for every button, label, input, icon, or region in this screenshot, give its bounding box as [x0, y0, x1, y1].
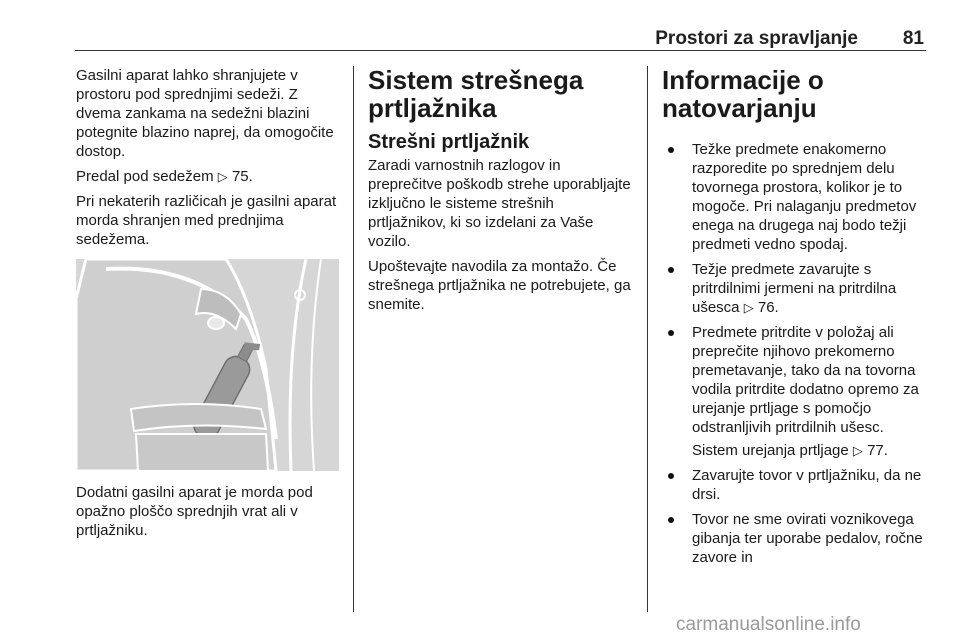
list-item-subtext-body: Sistem urejanja prtljage [692, 442, 853, 459]
list-item [662, 260, 930, 317]
list-item-subtext [692, 441, 930, 460]
page-reference-link[interactable]: 76. [757, 299, 779, 316]
column-3 [662, 66, 930, 573]
page-reference-arrow-icon: ▷ [217, 169, 228, 184]
list-item-text: Predmete pritrdite v položaj ali preprečite njihovo prekomerno premetavanje, tako da na tovorna vodila pritrdite dodatno opremo za urejanje prtljage s pomočjo odstranljivih pritrdilnih ušesc. [692, 324, 919, 436]
subheading-roof-rack: Strešni prtljažnik [368, 131, 530, 153]
column-divider-right [647, 66, 648, 612]
column-2 [368, 66, 636, 320]
column-1 [76, 66, 341, 546]
page-header-title: Prostori za spravljanje [655, 28, 858, 49]
bullet-icon [668, 147, 674, 153]
paragraph-storage-under-seat: Gasilni aparat lahko shranjujete v prostoru pod sprednjimi sedeži. Z dvema zankama na sedežni blazini potegnite blazino naprej, da omogočite dostop. [76, 67, 334, 160]
column-divider-left [353, 66, 354, 612]
bullet-icon [668, 473, 674, 479]
list-item-text: Težke predmete enakomerno razporedite po sprednjem delu tovornega prostora, kolikor je to mogoče. Pri nalaganju predmetov enega na drugega naj bodo težji predmeti vedno spodaj. [692, 141, 917, 253]
list-item [662, 140, 930, 254]
paragraph-under-seat-drawer [76, 167, 341, 186]
list-item-text: Tovor ne sme ovirati voznikovega gibanja ter uporabe pedalov, ročne zavore in [692, 511, 923, 566]
paragraph-between-seats: Pri nekaterih različicah je gasilni aparat morda shranjen med prednjima sedežema. [76, 193, 337, 248]
under-seat-drawer-text: Predal pod sedežem [76, 168, 218, 185]
page-reference-link[interactable]: 77. [867, 442, 888, 459]
watermark-text: carmanualsonline.info [676, 614, 861, 635]
list-item [662, 323, 930, 460]
figure-caption: Dodatni gasilni aparat je morda pod opažno ploščo sprednjih vrat ali v prtljažniku. [76, 484, 313, 539]
bullet-icon [668, 267, 674, 273]
loading-bullet-list [662, 140, 930, 567]
page-reference-arrow-icon: ▷ [852, 443, 863, 458]
fire-extinguisher-door-image [76, 259, 339, 471]
list-item-text: Zavarujte tovor v prtljažniku, da ne drsi. [692, 467, 922, 503]
list-item-text [692, 260, 930, 317]
page-number: 81 [902, 28, 924, 49]
list-item [662, 510, 930, 567]
section-heading-roof-rack-system: Sistem strešnega prtljažnika [368, 65, 584, 123]
bullet-icon [668, 330, 674, 336]
section-heading-loading-information: Informacije o natovarjanju [662, 65, 824, 123]
fire-extinguisher-illustration [76, 259, 339, 471]
header-rule [75, 50, 926, 51]
paragraph-roof-rack-installation: Upoštevajte navodila za montažo. Če strešnega prtljažnika ne potrebujete, ga snemite. [368, 258, 631, 313]
page-reference-link[interactable]: 75. [231, 168, 253, 185]
bullet-icon [668, 517, 674, 523]
paragraph-roof-rack-safety: Zaradi varnostnih razlogov in preprečitve poškodb strehe uporabljajte izključno le sisteme strešnih prtljažnikov, ki so izdelani za Vaše vozilo. [368, 157, 631, 250]
list-item-body: Težje predmete zavarujte s pritrdilnimi jermeni na pritrdilna ušesca [692, 261, 897, 316]
page-reference-arrow-icon: ▷ [743, 300, 754, 315]
list-item [662, 466, 930, 504]
